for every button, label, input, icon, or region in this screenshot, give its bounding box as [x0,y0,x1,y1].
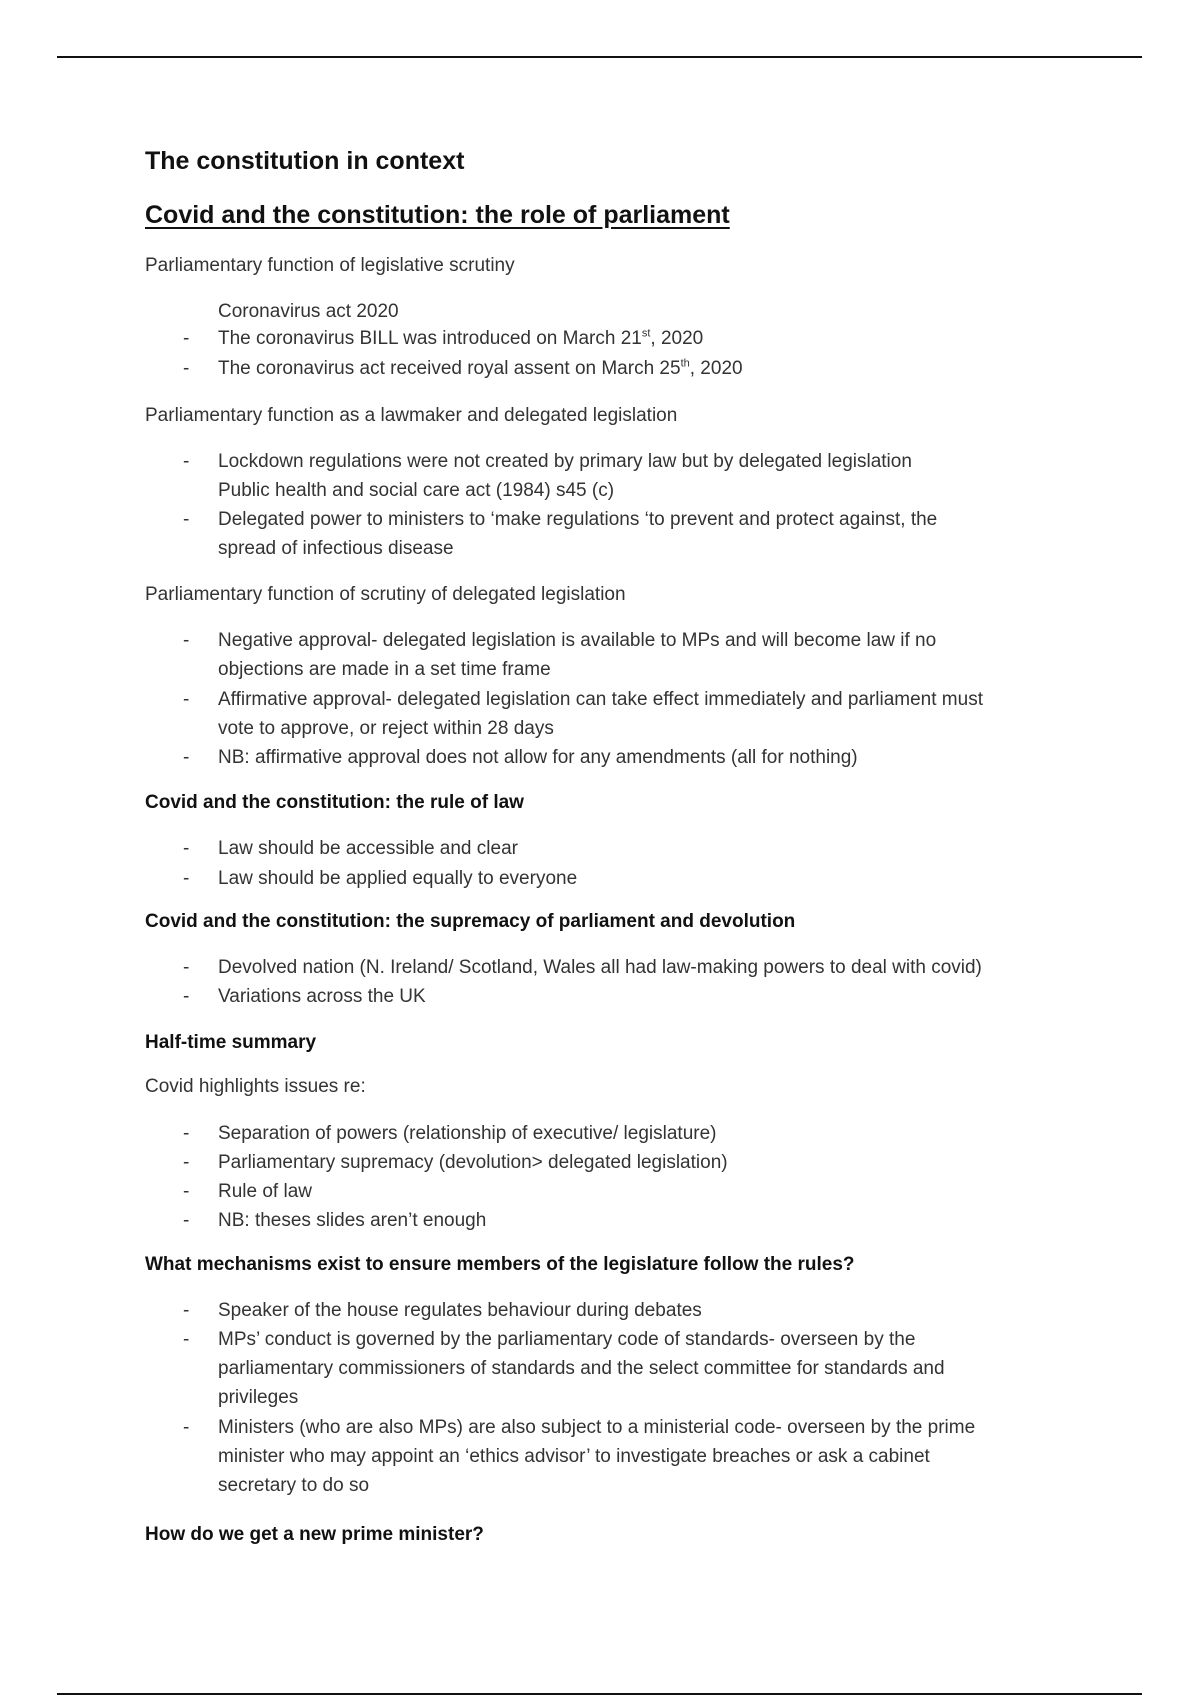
bullet-marker: - [183,1152,190,1173]
list-item-bill-introduced: The coronavirus BILL was introduced on March 21st, 2020 [218,327,704,349]
bullet-marker: - [183,451,190,472]
bullet-marker: - [183,1417,190,1438]
bullet-marker: - [183,689,190,710]
paragraph-covid-highlights: Covid highlights issues re: [145,1076,366,1097]
bullet-marker: - [183,1123,190,1144]
list-item-negative-approval: Negative approval- delegated legislation is available to MPs and will become law if no objections are made in a set time frame [218,630,937,680]
subheading-coronavirus-act: Coronavirus act 2020 [218,301,399,322]
bullet-marker: - [183,838,190,859]
list-item-accessible-clear: Law should be accessible and clear [218,838,518,859]
bullet-marker: - [183,630,190,651]
bullet-marker: - [183,509,190,530]
list-item-affirmative-approval: Affirmative approval- delegated legislation can take effect immediately and parliament must vote to approve, or reject within 28 days [218,689,983,739]
bullet-marker: - [183,1300,190,1321]
list-item-speaker: Speaker of the house regulates behaviour during debates [218,1300,702,1321]
list-item-mps-conduct: MPs’ conduct is governed by the parliamentary code of standards- overseen by the parliamentary commissioners of standards and the select committee for standards and privileges [218,1329,945,1408]
list-item-delegated-power: Delegated power to ministers to ‘make regulations ‘to prevent and protect against, the spread of infectious disease [218,509,938,559]
list-item-lockdown-regulations: Lockdown regulations were not created by primary law but by delegated legislation Public health and social care act (1984) s45 (c) [218,451,912,501]
list-item-variations-uk: Variations across the UK [218,986,426,1007]
document-title: The constitution in context [145,147,465,175]
bullet-marker: - [183,868,190,889]
bullet-marker: - [183,747,190,768]
section-heading-mechanisms: What mechanisms exist to ensure members of the legislature follow the rules? [145,1254,855,1275]
bullet-marker: - [183,1210,190,1231]
section-heading-role-of-parliament: Covid and the constitution: the role of parliament [145,201,730,229]
list-item-nb-slides: NB: theses slides aren’t enough [218,1210,487,1231]
list-item-applied-equally: Law should be applied equally to everyone [218,868,578,889]
list-item-separation-of-powers: Separation of powers (relationship of executive/ legislature) [218,1123,717,1144]
bullet-marker: - [183,328,190,349]
list-item-devolved-nation: Devolved nation (N. Ireland/ Scotland, Wales all had law-making powers to deal with covid) [218,957,982,978]
list-item-royal-assent: The coronavirus act received royal assent on March 25th, 2020 [218,357,743,379]
header-rule [57,56,1142,58]
footer-rule [57,1693,1142,1695]
paragraph-scrutiny-delegated: Parliamentary function of scrutiny of delegated legislation [145,584,626,605]
bullet-marker: - [183,986,190,1007]
bullet-marker: - [183,358,190,379]
paragraph-lawmaker-delegated: Parliamentary function as a lawmaker and delegated legislation [145,405,678,426]
bullet-marker: - [183,1329,190,1350]
paragraph-legislative-scrutiny: Parliamentary function of legislative scrutiny [145,255,515,276]
list-item-ministerial-code: Ministers (who are also MPs) are also subject to a ministerial code- overseen by the prime minister who may appoint an ‘ethics advisor’ to investigate breaches or ask a cabinet secretary to do so [218,1417,976,1496]
section-heading-rule-of-law: Covid and the constitution: the rule of law [145,792,524,813]
list-item-parliamentary-supremacy: Parliamentary supremacy (devolution> delegated legislation) [218,1152,728,1173]
list-item-rule-of-law: Rule of law [218,1181,312,1202]
section-heading-supremacy-devolution: Covid and the constitution: the supremacy of parliament and devolution [145,911,796,932]
section-heading-half-time-summary: Half-time summary [145,1032,317,1053]
list-item-nb-affirmative: NB: affirmative approval does not allow for any amendments (all for nothing) [218,747,858,768]
section-heading-new-prime-minister: How do we get a new prime minister? [145,1524,484,1545]
bullet-marker: - [183,957,190,978]
bullet-marker: - [183,1181,190,1202]
